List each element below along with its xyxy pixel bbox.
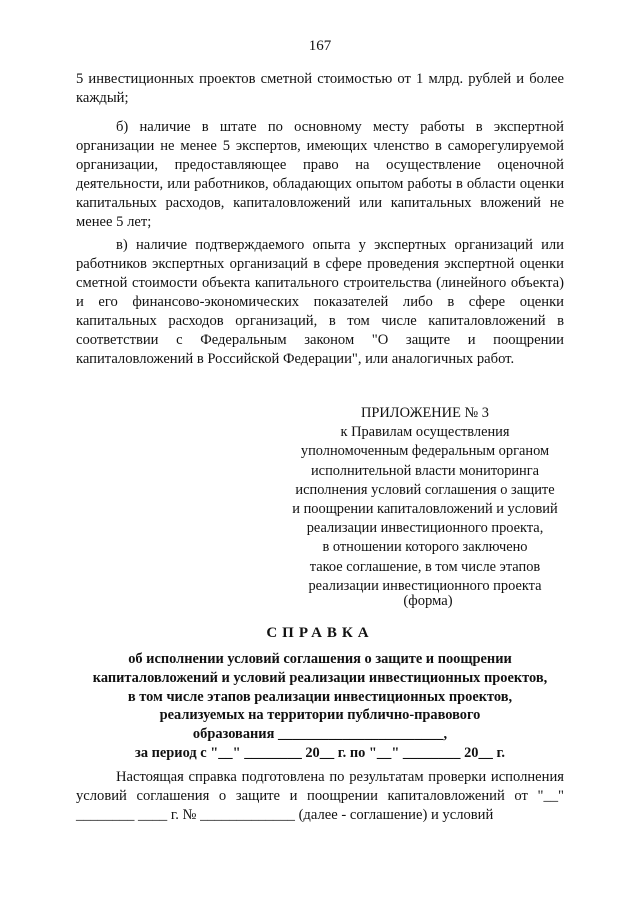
appendix-title: ПРИЛОЖЕНИЕ № 3 [361, 405, 489, 421]
subtitle-line: капиталовложений и условий реализации инвестиционных проектов, [92, 669, 548, 686]
subtitle-line: об исполнении условий соглашения о защите и поощрении [128, 651, 512, 667]
document-title: СПРАВКА [266, 625, 374, 641]
appendix-line: реализации инвестиционного проекта [308, 577, 542, 594]
document-subtitle [60, 650, 580, 763]
appendix-line: реализации инвестиционного проекта, [306, 520, 544, 537]
subtitle-line: за период с "__" ________ 20__ г. по "__" ________ 20__ г. [135, 744, 505, 761]
appendix-block [280, 404, 570, 596]
appendix-line: и поощрении капиталовложений и условий [292, 501, 558, 518]
subtitle-line: реализуемых на территории публично-правового [159, 707, 481, 724]
appendix-line: такое соглашение, в том числе этапов [309, 558, 541, 575]
closing-paragraph [76, 768, 564, 825]
appendix-line: уполномоченным федеральным органом [300, 443, 550, 460]
appendix-line: исполнительной власти мониторинга [310, 462, 540, 479]
paragraph-text: в) наличие подтверждаемого опыта у экспертных организаций или работников экспертных организаций в сфере проведения экспертной оценки сметной стоимости объекта капитального строительства (линейного объекта) и его финансово-экономических показателей либо в сфере оценки капитальных расходов организаций, в том числе капиталовложений в соответствии с Федеральным законом "О защите и поощрении капиталовложений в Российской Федерации", или аналогичных работ. [76, 237, 564, 367]
form-label: (форма) [403, 593, 453, 609]
paragraph-item-b [76, 118, 564, 232]
paragraph-text: б) наличие в штате по основному месту работы в экспертной организации не менее 5 экспертов, имеющих членство в саморегулируемой организации, предоставляющее право на осуществление оценочной деятельности, или работников, обладающих опытом работы в области оценки капитальных расходов, капиталовложений или капитальных вложений не менее 5 лет; [76, 119, 564, 230]
paragraph-text: Настоящая справка подготовлена по результатам проверки исполнения условий соглашения о защите и поощрении капиталовложений от "__" ________ ____ г. № _____________ (далее - соглашение) и условий [76, 769, 564, 823]
appendix-line: к Правилам осуществления [340, 424, 510, 441]
subtitle-line: в том числе этапов реализации инвестиционных проектов, [127, 688, 513, 705]
appendix-line: исполнения условий соглашения о защите [295, 481, 555, 498]
page-number: 167 [308, 38, 332, 54]
subtitle-line: образования _______________________, [192, 726, 448, 743]
paragraph-text: 5 инвестиционных проектов сметной стоимостью от 1 млрд. рублей и более каждый; [76, 71, 564, 106]
appendix-line: в отношении которого заключено [322, 539, 528, 556]
paragraph-continuation [76, 70, 564, 108]
paragraph-item-v [76, 236, 564, 369]
